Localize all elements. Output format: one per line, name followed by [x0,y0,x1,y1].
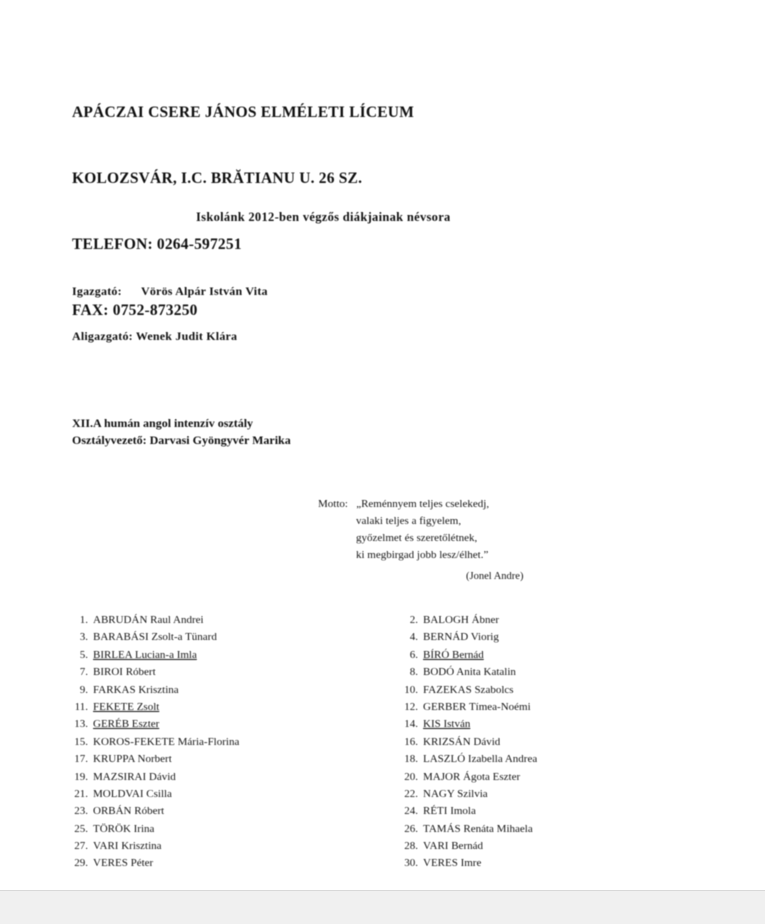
list-item-name: VERES Imre [423,857,482,870]
list-item-number: 29. [74,857,88,870]
list-item-name: FAZEKAS Szabolcs [423,683,514,696]
list-item-name: BIRLEA Lucian-a Imla [93,648,197,661]
student-list-left-column [68,612,368,873]
class-name: XII.A humán angol intenzív osztály [72,416,254,430]
list-item [68,682,368,699]
list-item-number: 15. [74,735,88,748]
list-item-name: GERÉB Eszter [93,718,160,731]
list-item-name: TAMÁS Renáta Mihaela [423,822,533,835]
student-list-right-column [398,612,698,873]
list-item-name: BIROI Róbert [93,666,156,679]
vice-principal-name: Wenek Judit Klára [135,329,238,343]
list-item-number: 1. [79,614,88,626]
document-title: Iskolánk 2012-ben végzős diákjainak névsora [196,210,451,224]
list-item-name: BARABÁSI Zsolt-a Tünard [93,631,217,644]
list-item-number: 9. [79,683,88,696]
list-item-number: 30. [404,857,418,870]
header-line-3: TELEFON: 0264-597251 [72,236,242,253]
list-item-name: MOLDVAI Csilla [93,787,172,800]
list-item-name: RÉTI Imola [423,805,476,818]
list-item-name: TÖRÖK Irina [93,822,155,835]
list-item-number: 6. [409,648,418,661]
list-item-number: 11. [74,700,88,713]
header-line-1: APÁCZAI CSERE JÁNOS ELMÉLETI LÍCEUM [72,104,415,121]
list-item [68,664,368,681]
list-item [398,769,698,786]
header-line-2: KOLOZSVÁR, I.C. BRĂTIANU U. 26 SZ. [72,170,363,187]
list-item-name: KOROS-FEKETE Mária-Florina [93,735,240,748]
list-item-name: VARI Krisztina [93,840,162,853]
class-info [72,415,291,449]
motto-line-3: ki megbirgad jobb lesz/élhet.” [356,549,489,561]
list-item-name: KRIZSÁN Dávid [423,735,501,748]
list-item-name: FEKETE Zsolt [93,700,160,713]
list-item-number: 10. [404,683,418,696]
list-item-name: BÍRÓ Bernád [423,648,484,661]
list-item [398,821,698,838]
list-item [68,612,368,629]
list-item-name: KRUPPA Norbert [93,753,172,766]
list-item [398,612,698,629]
list-item [68,751,368,768]
list-item-name: ABRUDÁN Raul Andrei [93,614,204,626]
list-item-number: 12. [404,700,418,713]
list-item-number: 21. [74,787,88,800]
list-item-name: GERBER Tímea-Noémi [423,700,531,713]
header-line-4: FAX: 0752-873250 [72,302,198,319]
list-item [398,699,698,716]
vice-principal-row [72,329,237,344]
list-item [68,647,368,664]
list-item [68,769,368,786]
motto-line-2: győzelmet és szeretőlétnek, [356,532,478,544]
list-item-number: 7. [79,666,88,679]
list-item-number: 13. [74,718,88,731]
list-item-number: 4. [409,631,418,644]
list-item-name: MAZSIRAI Dávid [93,770,176,783]
vice-principal-label: Aligazgató: [72,329,133,343]
motto-lead: Motto: „Reménnyem teljes cselekedj, [318,498,490,510]
list-item [398,803,698,820]
list-item-name: VARI Bernád [423,840,483,853]
list-item-number: 20. [404,770,418,783]
list-item-number: 27. [74,840,88,853]
list-item-number: 28. [404,840,418,853]
list-item [68,803,368,820]
list-item [68,629,368,646]
motto-line-1: valaki teljes a figyelem, [356,515,462,527]
list-item [68,734,368,751]
list-item [68,821,368,838]
list-item-name: FARKAS Krisztina [93,683,179,696]
list-item-name: MAJOR Ágota Eszter [423,770,521,783]
list-item [68,786,368,803]
list-item [398,855,698,872]
list-item-number: 17. [74,753,88,766]
list-item [68,699,368,716]
list-item [68,838,368,855]
list-item-name: BERNÁD Viorig [423,631,499,644]
principal-row [72,284,268,299]
list-item-number: 16. [404,735,418,748]
list-item-number: 19. [74,770,88,783]
list-item [398,664,698,681]
list-item-name: VERES Péter [93,857,154,870]
list-item [398,734,698,751]
list-item [398,647,698,664]
list-item-number: 3. [79,631,88,644]
list-item [68,716,368,733]
list-item-number: 14. [404,718,418,731]
list-item-name: BODÓ Anita Katalin [423,666,516,679]
list-item-name: NAGY Szilvia [423,787,488,800]
motto-quote [318,496,523,585]
list-item-number: 8. [409,666,418,679]
list-item-number: 26. [404,822,418,835]
list-item [398,786,698,803]
list-item-number: 24. [404,805,418,818]
list-item-name: KIS István [423,718,471,731]
viewer-footer-band [0,890,765,924]
list-item-number: 5. [79,648,88,661]
list-item [398,716,698,733]
list-item-number: 23. [74,805,88,818]
list-item [398,682,698,699]
motto-author: (Jonel Andre) [466,571,524,582]
list-item-number: 22. [404,787,418,800]
principal-name: Vörös Alpár István Vita [140,284,268,298]
list-item-number: 18. [404,753,418,766]
list-item [68,855,368,872]
list-item-name: BALOGH Ábner [423,614,500,626]
list-item-name: LASZLÓ Izabella Andrea [423,753,538,766]
principal-label: Igazgató: [72,284,122,298]
list-item [398,751,698,768]
list-item-number: 25. [74,822,88,835]
list-item-name: ORBÁN Róbert [93,805,165,818]
list-item [398,629,698,646]
class-teacher: Osztályvezető: Darvasi Gyöngyvér Marika [72,433,291,447]
list-item-number: 2. [409,614,418,626]
list-item [398,838,698,855]
